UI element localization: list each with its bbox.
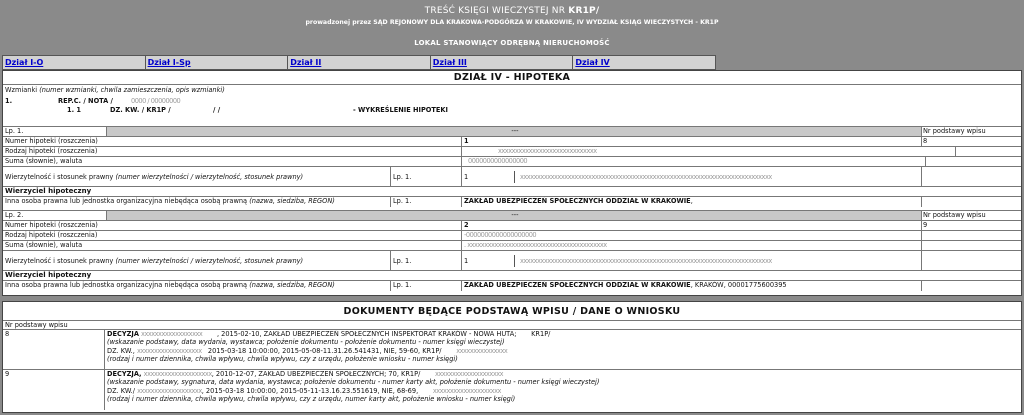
tab-dzial-ii[interactable]: Dział II (288, 56, 431, 69)
dzial-title: DZIAŁ IV - HIPOTEKA (453, 72, 571, 83)
wzmianka-number: 1. (5, 97, 13, 105)
nr-podstawy-label: Nr podstawy wpisu (923, 127, 986, 135)
wzmianka-sub-number: 1. 1 (67, 106, 81, 114)
rodzaj-hipoteki-value: -0000000000000000000 (462, 231, 922, 241)
document-nr: 9 (3, 370, 105, 410)
suma-label: Suma (słownie), waluta (3, 157, 462, 167)
entry-lp: Lp. 1. (3, 127, 107, 137)
documents-title: DOKUMENTY BĘDĄCE PODSTAWĄ WPISU / DANE O WNIOSKU (343, 306, 681, 317)
nr-podstawy-label: Nr podstawy wpisu (923, 211, 986, 219)
document-header (0, 0, 1024, 56)
inna-osoba-lp: Lp. 1. (391, 281, 462, 291)
wzmianki-label: Wzmianki (5, 86, 38, 94)
wierzytelnosc-label: Wierzytelność i stosunek prawny (numer wierzytelności / wierzytelność, stosunek prawny) (3, 167, 391, 187)
inna-osoba-value: ZAKŁAD UBEZPIECZEŃ SPOŁECZNYCH ODDZIAŁ W KRAKOWIE, KRAKÓW, 00001775600395 (462, 281, 922, 291)
wierzyciel-label: Wierzyciel hipoteczny (5, 271, 92, 279)
wzmianka-repc: REP.C. / NOTA / (58, 97, 113, 105)
nr-podstawy-value: 9 (923, 221, 928, 229)
entry-dash: --- (107, 211, 922, 221)
title-divider (3, 84, 1021, 85)
suma-value: . xxxxxxxxxxxxxxxxxxxxxxxxxxxxxxxxxxxxxxxxx (462, 241, 922, 251)
inna-osoba-value: ZAKŁAD UBEZPIECZEŃ SPOŁECZNYCH ODDZIAŁ W KRAKOWIE, (462, 197, 922, 207)
court-line: prowadzonej przez SĄD REJONOWY DLA KRAKOWA-PODGÓRZA W KRAKOWIE, IV WYDZIAŁ KSIĄG WIECZYSTYCH - KR1P (305, 19, 719, 26)
wzmianka-dzkw: DZ. KW. / KR1P / (110, 106, 171, 114)
section-tabs (2, 55, 716, 70)
tab-dzial-i-o[interactable]: Dział I-O (3, 56, 146, 69)
wierzytelnosc-lp: Lp. 1. (391, 167, 462, 187)
wzmianka-slashes: / / (213, 106, 221, 114)
document-row (3, 369, 1021, 410)
numer-hipoteki-value: 2 (462, 221, 922, 231)
document-nr: 8 (3, 330, 105, 370)
wzmianki-block (5, 86, 1015, 124)
dzial-iv-panel (2, 70, 1022, 296)
nr-podstawy-value: 8 (923, 137, 928, 145)
property-type: LOKAL STANOWIĄCY ODRĘBNĄ NIERUCHOMOŚĆ (414, 39, 610, 47)
inna-osoba-lp: Lp. 1. (391, 197, 462, 207)
inna-osoba-label: Inna osoba prawna lub jednostka organizacyjna niebędąca osobą prawną (nazwa, siedziba, REGON) (3, 281, 391, 291)
entry-lp: Lp. 2. (3, 211, 107, 221)
rodzaj-hipoteki-label: Rodzaj hipoteki (roszczenia) (3, 147, 462, 157)
wzmianka-repc-values: 0000 / 00000000 (131, 97, 181, 105)
entry-dash: --- (107, 127, 922, 137)
wierzytelnosc-value: 1 xxxxxxxxxxxxxxxxxxxxxxxxxxxxxxxxxxxxxxxxxxxxxxxxxxxxxxxxxxxxxxxxxxxxxxxxxx (462, 251, 922, 271)
tab-dzial-iii[interactable]: Dział III (431, 56, 574, 69)
wierzyciel-label: Wierzyciel hipoteczny (5, 187, 92, 195)
inna-osoba-label: Inna osoba prawna lub jednostka organizacyjna niebędąca osobą prawną (nazwa, siedziba, REGON) (3, 197, 391, 207)
wzmianki-hint: (numer wzmianki, chwila zamieszczenia, opis wzmianki) (39, 86, 225, 94)
numer-hipoteki-label: Numer hipoteki (roszczenia) (3, 221, 462, 231)
document-row (3, 329, 1021, 370)
numer-hipoteki-label: Numer hipoteki (roszczenia) (3, 137, 462, 147)
wzmianka-description: - WYKREŚLENIE HIPOTEKI (353, 106, 448, 114)
wierzytelnosc-label: Wierzytelność i stosunek prawny (numer wierzytelności / wierzytelność, stosunek prawny) (3, 251, 391, 271)
numer-hipoteki-value: 1 (462, 137, 922, 147)
document-details: DECYZJA, xxxxxxxxxxxxxxxxxxxx, 2010-12-07, ZAKŁAD UBEZPIECZEŃ SPOŁECZNYCH; 70, KR1P/ xxxxxxxxxxxxxxxxxxxx (wskazanie podstawy, sygnatura, data wydania, wystawca; położenie dokumentu - numer karty akt, położenie dokumentu - numer księgi wieczystej) DZ. KW./ xxxxxxxxxxxxxxxxxxx, 2015-03-18 10:00:00, 2015-05-11-13.16.23.551619, NIE, 68-69, xxxxxxxxxxxxxxxxxxxx (rodzaj i numer dziennika, chwila wpływu, chwila wpływu, czy z urzędu, numer karty akt, położenie wniosku - numer księgi) (107, 370, 600, 404)
kw-title: TREŚĆ KSIĘGI WIECZYSTEJ NR KR1P/ (424, 6, 600, 16)
tab-dzial-i-sp[interactable]: Dział I-Sp (146, 56, 289, 69)
document-details: DECYZJA xxxxxxxxxxxxxxxxxx , 2015-02-10, ZAKŁAD UBEZPIECZEŃ SPOŁECZNYCH INSPEKTORAT KRAKÓW - NOWA HUTA; KR1P/ (wskazanie podstawy, data wydania, wystawca; położenie dokumentu - położenie dokumentu - numer księgi wieczystej) DZ. KW., xxxxxxxxxxxxxxxxxxx 2015-03-18 10:00:00, 2015-05-08-11.31.26.541431, NIE, 59-60, KR1P/ xxxxxxxxxxxxxxx (rodzaj i numer dziennika, chwila wpływu, chwila wpływu, czy z urzędu, położenie wniosku - numer księgi) (107, 330, 551, 364)
documents-panel (2, 301, 1022, 413)
suma-value: 0000000000000000 (462, 157, 926, 167)
wierzytelnosc-value: 1 xxxxxxxxxxxxxxxxxxxxxxxxxxxxxxxxxxxxxxxxxxxxxxxxxxxxxxxxxxxxxxxxxxxxxxxxxx (462, 167, 922, 187)
suma-label: Suma (słownie), waluta (3, 241, 462, 251)
wierzytelnosc-lp: Lp. 1. (391, 251, 462, 271)
documents-col-header: Nr podstawy wpisu (5, 321, 68, 329)
rodzaj-hipoteki-value: xxxxxxxxxxxxxxxxxxxxxxxxxxxxx (462, 147, 956, 157)
tab-dzial-iv[interactable]: Dział IV (575, 58, 610, 67)
rodzaj-hipoteki-label: Rodzaj hipoteki (roszczenia) (3, 231, 462, 241)
